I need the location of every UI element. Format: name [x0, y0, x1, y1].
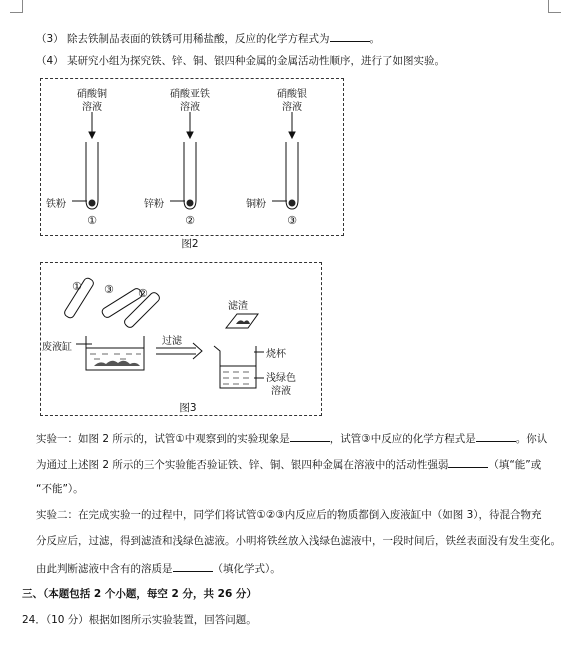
beaker — [214, 346, 256, 388]
solution-label-line1: 浅绿色 — [266, 373, 296, 384]
slanted-tube-1-number: ① — [72, 280, 82, 293]
tube-2-metal: 锌粉 — [144, 199, 164, 210]
tube-3-reagent-name: 硝酸银 — [277, 89, 307, 100]
experiment-1-text-d: 为通过上述图 2 所示的三个实验能否验证铁、锌、铜、银四种金属在溶液中的活动性强弱 — [36, 459, 449, 471]
experiment-1-text-e: （填“能”或 — [488, 459, 542, 471]
tube-1-metal: 铁粉 — [46, 199, 66, 210]
tube-1-reagent-solution: 溶液 — [82, 102, 102, 113]
waste-tank-label: 废液缸 — [42, 342, 72, 353]
section-3-text: 三、（本题包括 2 个小题，每空 2 分，共 26 分） — [22, 588, 257, 600]
waste-tank-liquid-dashes — [90, 354, 141, 359]
beaker-label: 烧杯 — [266, 349, 286, 360]
question-24-text: 24．（10 分）根据如图所示实验装置，回答问题。 — [22, 614, 257, 626]
question-3-text: （3） 除去铁制品表面的铁锈可用稀盐酸，反应的化学方程式为 — [36, 33, 330, 45]
tube-3-reagent-solution: 溶液 — [282, 102, 302, 113]
experiment-2-text-b: 分反应后，过滤，得到滤渣和浅绿色滤液。小明将铁丝放入浅绿色滤液中，一段时间后，铁丝表面没有发生变化。 — [36, 535, 561, 547]
tube-1-reagent-name: 硝酸铜 — [77, 89, 107, 100]
experiment-1-text-c: 。你认 — [515, 433, 548, 445]
waste-tank-precipitate — [94, 361, 140, 366]
question-4-text: （4） 某研究小组为探究铁、锌、铜、银四种金属的金属活动性顺序，进行了如图实验。 — [36, 55, 446, 67]
experiment-1-line-2 — [36, 456, 541, 472]
tube-3-metal: 铜粉 — [246, 199, 266, 210]
experiment-1-text-b: ，试管③中反应的化学方程式是 — [329, 433, 476, 445]
experiment-1-line-3 — [36, 482, 84, 496]
answer-blank — [476, 430, 516, 442]
experiment-1-text-a: 实验一：如图 2 所示的，试管①中观察到的实验现象是 — [36, 433, 290, 445]
experiment-2-line-3 — [36, 560, 281, 576]
answer-blank — [173, 560, 213, 572]
experiment-1-text-f: “不能”）。 — [36, 483, 84, 495]
tube-2-reagent-solution: 溶液 — [180, 102, 200, 113]
filter-residue — [236, 320, 250, 324]
residue-label: 滤渣 — [228, 301, 248, 312]
beaker-liquid-dashes — [223, 372, 249, 384]
slanted-tube-2-number: ② — [138, 287, 148, 300]
experiment-2-text-a: 实验二：在完成实验一的过程中，同学们将试管①②③内反应后的物质都倒入废液缸中（如图 3），待混合物充 — [36, 509, 542, 521]
tube-1-number: ① — [87, 214, 97, 227]
answer-blank — [448, 456, 488, 468]
experiment-2-text-d: （填化学式）。 — [212, 563, 281, 575]
answer-blank — [290, 430, 330, 442]
figure-3-caption: 图3 — [179, 402, 197, 414]
solution-label-line2: 溶液 — [271, 386, 291, 397]
experiment-2-line-2 — [36, 534, 561, 548]
question-3-end: 。 — [369, 33, 381, 45]
slanted-tube-3-number: ③ — [104, 283, 114, 296]
tube-3-number: ③ — [287, 214, 297, 227]
tube-2-number: ② — [185, 214, 195, 227]
filter-arrow-head — [193, 343, 202, 359]
experiment-2-line-1 — [36, 508, 542, 522]
question-24 — [22, 613, 257, 627]
tube-2-reagent-name: 硝酸亚铁 — [170, 89, 210, 100]
figure-2-caption: 图2 — [181, 238, 199, 250]
section-3-heading — [22, 587, 257, 601]
filter-label: 过滤 — [162, 336, 182, 347]
experiment-1-line-1 — [36, 430, 547, 446]
experiment-2-text-c: 由此判断滤液中含有的溶质是 — [36, 563, 173, 575]
